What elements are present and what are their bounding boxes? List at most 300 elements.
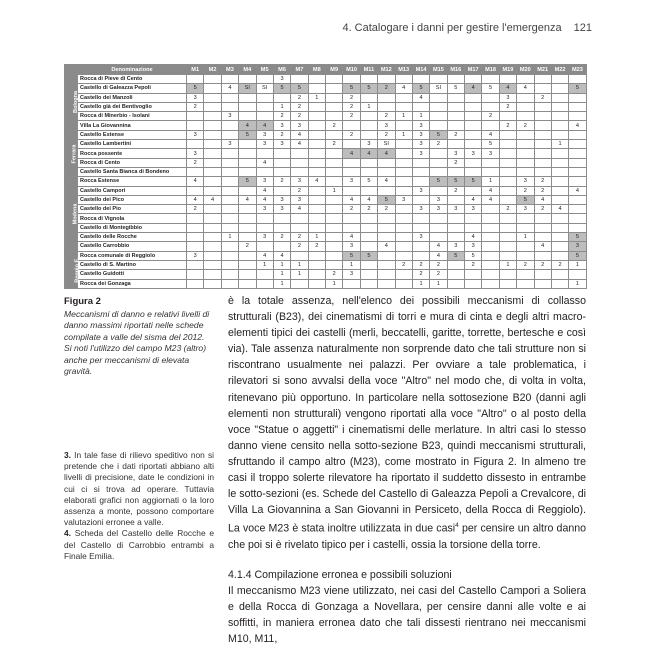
damage-level-cell — [378, 75, 395, 84]
damage-level-cell: 3 — [273, 121, 290, 130]
damage-level-cell — [343, 279, 360, 288]
damage-level-cell: 4 — [517, 84, 534, 93]
damage-level-cell: 4 — [256, 195, 273, 204]
damage-level-cell — [204, 93, 221, 102]
damage-level-cell — [360, 260, 377, 269]
damage-level-cell: 2 — [551, 260, 568, 269]
damage-level-cell: 2 — [187, 158, 204, 167]
damage-level-cell — [447, 214, 464, 223]
damage-level-cell — [499, 167, 516, 176]
damage-level-cell: 4 — [273, 251, 290, 260]
mechanism-header: M15 — [430, 65, 447, 75]
damage-level-cell: 2 — [534, 260, 551, 269]
damage-level-cell — [291, 75, 308, 84]
damage-level-cell — [273, 93, 290, 102]
mechanism-header: M10 — [343, 65, 360, 75]
damage-level-cell: 3 — [273, 205, 290, 214]
damage-level-cell: 2 — [517, 121, 534, 130]
damage-level-cell: 2 — [291, 186, 308, 195]
table-row — [65, 279, 587, 288]
table-row — [65, 102, 587, 111]
damage-level-cell — [308, 251, 325, 260]
damage-level-cell — [569, 102, 586, 111]
damage-level-cell — [378, 214, 395, 223]
damage-level-cell: 3 — [187, 93, 204, 102]
damage-level-cell — [412, 195, 429, 204]
damage-level-cell — [221, 177, 238, 186]
damage-level-cell — [534, 112, 551, 121]
mechanism-header: M1 — [187, 65, 204, 75]
damage-level-cell: 5 — [569, 233, 586, 242]
damage-level-cell — [569, 177, 586, 186]
damage-level-cell: 5 — [412, 84, 429, 93]
damage-level-cell: 4 — [343, 195, 360, 204]
damage-level-cell — [256, 75, 273, 84]
damage-level-cell — [499, 130, 516, 139]
damage-level-cell — [187, 223, 204, 232]
damage-level-cell — [187, 186, 204, 195]
damage-level-cell — [447, 93, 464, 102]
damage-level-cell — [517, 149, 534, 158]
damage-level-cell — [569, 223, 586, 232]
damage-level-cell — [360, 158, 377, 167]
damage-level-cell — [343, 121, 360, 130]
damage-level-cell: 2 — [291, 112, 308, 121]
damage-level-cell — [291, 149, 308, 158]
subsection-title: 4.1.4 Compilazione erronea e possibili soluzioni — [228, 569, 452, 582]
damage-level-cell: 3 — [343, 177, 360, 186]
table-row — [65, 121, 587, 130]
damage-level-cell — [447, 223, 464, 232]
damage-level-cell — [569, 149, 586, 158]
damage-level-cell: 2 — [534, 186, 551, 195]
damage-level-cell — [412, 214, 429, 223]
damage-level-cell — [343, 214, 360, 223]
damage-level-cell: 3 — [447, 242, 464, 251]
damage-level-cell: 2 — [412, 260, 429, 269]
damage-level-cell — [378, 251, 395, 260]
damage-level-cell: 2 — [343, 93, 360, 102]
damage-level-cell: 1 — [291, 260, 308, 269]
castle-name: Rocca di Pieve di Cento — [78, 75, 187, 84]
damage-level-cell — [204, 121, 221, 130]
damage-level-cell — [482, 223, 499, 232]
damage-level-cell — [465, 279, 482, 288]
damage-level-cell — [239, 186, 256, 195]
damage-level-cell: 4 — [378, 177, 395, 186]
damage-level-cell — [534, 130, 551, 139]
damage-table — [64, 64, 586, 289]
damage-level-cell: 4 — [499, 84, 516, 93]
chapter-title: 4. Catalogare i danni per gestire l'emergenza — [342, 22, 562, 34]
damage-level-cell — [499, 149, 516, 158]
damage-level-cell — [343, 75, 360, 84]
damage-level-cell: 3 — [447, 149, 464, 158]
damage-level-cell: 3 — [343, 242, 360, 251]
damage-level-cell — [221, 167, 238, 176]
damage-level-cell — [551, 233, 568, 242]
damage-level-cell: 2 — [499, 102, 516, 111]
table-row — [65, 112, 587, 121]
damage-level-cell: 1 — [308, 233, 325, 242]
damage-level-cell — [326, 177, 343, 186]
damage-level-cell: 5 — [239, 177, 256, 186]
damage-level-cell: 4 — [187, 195, 204, 204]
damage-level-cell: 3 — [221, 140, 238, 149]
damage-level-cell — [465, 158, 482, 167]
damage-level-cell: 2 — [517, 186, 534, 195]
damage-level-cell: 3 — [256, 177, 273, 186]
damage-level-cell — [221, 93, 238, 102]
damage-level-cell — [187, 140, 204, 149]
damage-level-cell — [395, 140, 412, 149]
damage-level-cell: 4 — [256, 158, 273, 167]
damage-level-cell — [308, 130, 325, 139]
table-row — [65, 167, 587, 176]
damage-level-cell — [187, 214, 204, 223]
damage-level-cell — [551, 167, 568, 176]
damage-level-cell — [551, 251, 568, 260]
damage-level-cell — [221, 251, 238, 260]
damage-level-cell: 3 — [499, 93, 516, 102]
damage-level-cell — [499, 158, 516, 167]
damage-level-cell — [569, 270, 586, 279]
damage-level-cell — [221, 214, 238, 223]
damage-level-cell — [551, 270, 568, 279]
damage-level-cell: 4 — [221, 84, 238, 93]
damage-level-cell — [430, 167, 447, 176]
damage-level-cell: 2 — [291, 93, 308, 102]
damage-level-cell: 5 — [517, 195, 534, 204]
damage-level-cell — [534, 214, 551, 223]
damage-level-cell — [569, 167, 586, 176]
damage-level-cell: 2 — [378, 84, 395, 93]
footnote — [64, 450, 214, 528]
damage-level-cell: 1 — [326, 279, 343, 288]
damage-level-cell — [204, 84, 221, 93]
page-number: 121 — [573, 22, 592, 34]
damage-level-cell: 4 — [551, 205, 568, 214]
damage-level-cell — [204, 260, 221, 269]
figure-title: Figura 2 — [64, 296, 101, 307]
footnote-text: Scheda del Castello delle Rocche e del Castello di Carrobbio entrambi a Finale Emilia. — [64, 528, 214, 561]
damage-level-cell: 3 — [517, 205, 534, 214]
damage-level-cell — [517, 140, 534, 149]
damage-level-cell — [412, 177, 429, 186]
damage-level-cell — [465, 223, 482, 232]
damage-level-cell — [326, 84, 343, 93]
damage-level-cell — [447, 167, 464, 176]
damage-level-cell — [291, 167, 308, 176]
damage-level-cell — [308, 121, 325, 130]
figure-caption — [64, 296, 214, 378]
damage-level-cell — [378, 158, 395, 167]
damage-level-cell — [482, 251, 499, 260]
damage-level-cell — [499, 279, 516, 288]
damage-level-cell — [395, 167, 412, 176]
damage-level-cell — [239, 102, 256, 111]
damage-level-cell — [517, 270, 534, 279]
damage-level-cell — [517, 251, 534, 260]
damage-level-cell — [273, 223, 290, 232]
damage-level-cell — [465, 102, 482, 111]
damage-level-cell: 5 — [343, 84, 360, 93]
damage-level-cell: 2 — [273, 177, 290, 186]
damage-level-cell — [221, 130, 238, 139]
damage-level-cell — [395, 270, 412, 279]
damage-level-cell — [204, 279, 221, 288]
damage-level-cell — [326, 260, 343, 269]
damage-level-cell — [465, 93, 482, 102]
damage-level-cell: 3 — [430, 195, 447, 204]
mechanism-header: M13 — [395, 65, 412, 75]
table-row — [65, 195, 587, 204]
damage-level-cell — [499, 223, 516, 232]
damage-level-cell: 1 — [256, 260, 273, 269]
damage-level-cell: 2 — [378, 130, 395, 139]
table-row — [65, 205, 587, 214]
damage-level-cell — [412, 75, 429, 84]
damage-level-cell — [204, 214, 221, 223]
damage-level-cell — [395, 93, 412, 102]
damage-level-cell — [256, 149, 273, 158]
damage-level-cell — [273, 186, 290, 195]
damage-level-cell: 2 — [430, 260, 447, 269]
damage-level-cell — [308, 167, 325, 176]
damage-level-cell — [239, 112, 256, 121]
damage-level-cell — [360, 121, 377, 130]
damage-level-cell: 1 — [395, 130, 412, 139]
damage-level-cell — [569, 140, 586, 149]
damage-level-cell: 4 — [291, 130, 308, 139]
table-row — [65, 242, 587, 251]
damage-level-cell: 1 — [517, 233, 534, 242]
damage-level-cell — [534, 270, 551, 279]
damage-level-cell — [465, 140, 482, 149]
damage-level-cell — [447, 75, 464, 84]
damage-level-cell: 4 — [256, 251, 273, 260]
damage-level-cell: 5 — [447, 251, 464, 260]
damage-level-cell — [239, 205, 256, 214]
damage-level-cell — [239, 140, 256, 149]
damage-level-cell — [239, 233, 256, 242]
damage-level-cell — [204, 149, 221, 158]
damage-level-cell — [204, 186, 221, 195]
damage-level-cell — [378, 186, 395, 195]
damage-level-cell: 1 — [343, 260, 360, 269]
damage-level-cell: 1 — [499, 260, 516, 269]
damage-level-cell — [465, 112, 482, 121]
damage-level-cell — [447, 270, 464, 279]
damage-level-cell: 2 — [187, 102, 204, 111]
damage-level-cell: 3 — [256, 233, 273, 242]
damage-level-cell: 4 — [569, 186, 586, 195]
damage-level-cell: 3 — [360, 140, 377, 149]
damage-level-cell: 2 — [343, 130, 360, 139]
damage-level-cell: 3 — [343, 270, 360, 279]
damage-level-cell — [482, 158, 499, 167]
damage-level-cell — [326, 223, 343, 232]
damage-level-cell — [308, 195, 325, 204]
mechanism-header: M7 — [291, 65, 308, 75]
damage-level-cell — [239, 214, 256, 223]
mechanism-header: M22 — [551, 65, 568, 75]
damage-level-cell — [569, 205, 586, 214]
damage-level-cell — [482, 93, 499, 102]
damage-level-cell — [412, 167, 429, 176]
damage-level-cell — [517, 279, 534, 288]
damage-level-cell — [551, 75, 568, 84]
damage-level-cell — [378, 260, 395, 269]
castle-name: Villa La Giovannina — [78, 121, 187, 130]
damage-level-cell — [308, 205, 325, 214]
damage-level-cell — [534, 84, 551, 93]
damage-level-cell — [482, 167, 499, 176]
damage-level-cell — [204, 130, 221, 139]
damage-level-cell — [499, 270, 516, 279]
damage-level-cell: 4 — [343, 149, 360, 158]
damage-level-cell: 2 — [534, 177, 551, 186]
footnotes — [64, 450, 214, 562]
damage-level-cell — [395, 233, 412, 242]
damage-level-cell: 5 — [343, 251, 360, 260]
damage-level-cell: 4 — [534, 242, 551, 251]
damage-level-cell — [378, 102, 395, 111]
damage-level-cell — [551, 112, 568, 121]
damage-level-cell: 3 — [412, 186, 429, 195]
damage-level-cell: 2 — [412, 270, 429, 279]
mechanism-header: M8 — [308, 65, 325, 75]
damage-level-cell: 5 — [447, 177, 464, 186]
damage-level-cell: 2 — [273, 130, 290, 139]
damage-level-cell — [534, 279, 551, 288]
damage-level-cell — [430, 102, 447, 111]
damage-level-cell — [412, 242, 429, 251]
damage-level-cell — [326, 102, 343, 111]
damage-level-cell — [447, 279, 464, 288]
damage-level-cell — [534, 149, 551, 158]
damage-level-cell: 3 — [412, 140, 429, 149]
damage-level-cell — [551, 84, 568, 93]
damage-level-cell — [221, 186, 238, 195]
damage-level-cell: 1 — [273, 270, 290, 279]
mechanism-header: M2 — [204, 65, 221, 75]
damage-level-cell — [517, 130, 534, 139]
damage-level-cell — [395, 223, 412, 232]
damage-level-cell: 5 — [447, 84, 464, 93]
mechanism-header: M18 — [482, 65, 499, 75]
damage-level-cell: SI — [430, 84, 447, 93]
damage-level-cell: 3 — [447, 205, 464, 214]
damage-level-cell — [308, 214, 325, 223]
footnote-reference[interactable]: 4 — [455, 522, 459, 530]
footnote-number: 3. — [64, 450, 71, 460]
damage-level-cell — [273, 214, 290, 223]
damage-level-cell — [482, 214, 499, 223]
damage-level-cell — [187, 167, 204, 176]
damage-level-cell — [482, 279, 499, 288]
damage-level-cell — [447, 260, 464, 269]
paragraph: è la totale assenza, nell'elenco dei possibili meccanismi di collasso strutturali (B23), dei cinematismi di torri e mura di cinta e degli altri macro-elementi tipici dei castelli (merli, beccatelli, garitte, torrette, bertesche e così via). Tale assenza naturalmente non sorprende dato che tali strutture non si riscontrano usualmente nei palazzi. Per ovviare a tale problematica, i rilevatori si sono avvalsi della voce "Altro" nel modo che, di volta in volta, ritenevano più opportuno. In particolare nella sottosezione B20 (danni agli elementi non strutturali) vengono riportati alla voce "Altro" o al posto della voce "Statue o aggetti" i cinematismi delle merlature. In altri casi lo stesso danno viene censito nella sotto-sezione B23, quindi meccanismi strutturali, sfruttando il campo altro (M23), come mostrato in Figura 2. In almeno tre casi il troppo solerte rilevatore ha riportato il suddetto dissesto in entrambe le sotto-sezioni (es. Schede del Castello di Galeazza Pepoli a Crevalcore, di Villa La Giovannina a San Giovanni in Persiceto, della Rocca di Reggiolo). La voce M23 è stata inoltre utilizzata in due casi$^4$ per censire un altro danno che poi si è rivelato tipico per i castelli, ossia la torsione della torre. — [228, 295, 587, 551]
damage-level-cell — [221, 195, 238, 204]
damage-level-cell — [534, 233, 551, 242]
damage-level-cell — [447, 102, 464, 111]
running-header — [342, 22, 592, 34]
damage-level-cell: 3 — [482, 149, 499, 158]
damage-level-cell: 1 — [291, 270, 308, 279]
damage-level-cell: 2 — [343, 102, 360, 111]
damage-level-cell: 4 — [360, 195, 377, 204]
damage-level-cell: 4 — [343, 233, 360, 242]
damage-level-cell: 3 — [465, 242, 482, 251]
damage-level-cell — [291, 214, 308, 223]
damage-level-cell — [256, 242, 273, 251]
damage-level-cell: 3 — [465, 149, 482, 158]
damage-level-cell — [256, 167, 273, 176]
damage-level-cell — [499, 177, 516, 186]
damage-level-cell — [465, 214, 482, 223]
region-label: Ferrara — [65, 130, 78, 176]
damage-level-cell — [360, 223, 377, 232]
damage-level-cell — [534, 75, 551, 84]
damage-level-cell: 2 — [482, 112, 499, 121]
damage-level-cell: 5 — [291, 84, 308, 93]
damage-level-cell: 2 — [343, 112, 360, 121]
damage-level-cell: 4 — [482, 130, 499, 139]
damage-level-cell: 4 — [239, 195, 256, 204]
damage-level-cell: 4 — [465, 84, 482, 93]
damage-level-cell — [395, 102, 412, 111]
damage-level-cell: 2 — [430, 140, 447, 149]
table-row — [65, 270, 587, 279]
mechanism-header: M9 — [326, 65, 343, 75]
damage-level-cell — [273, 242, 290, 251]
table-row — [65, 177, 587, 186]
damage-level-cell — [569, 93, 586, 102]
damage-level-cell: 2 — [360, 205, 377, 214]
damage-level-cell: 5 — [569, 84, 586, 93]
damage-level-cell — [412, 158, 429, 167]
damage-level-cell — [308, 84, 325, 93]
castle-name: Castello di Galeazza Pepoli — [78, 84, 187, 93]
damage-level-cell — [395, 158, 412, 167]
castle-name: Castello Lambertini — [78, 140, 187, 149]
damage-level-cell — [256, 270, 273, 279]
damage-level-cell: 3 — [256, 140, 273, 149]
damage-level-cell — [447, 233, 464, 242]
damage-level-cell — [517, 167, 534, 176]
damage-level-cell — [221, 223, 238, 232]
damage-level-cell — [343, 158, 360, 167]
table-row — [65, 214, 587, 223]
damage-level-cell: 2 — [326, 270, 343, 279]
damage-level-cell — [360, 186, 377, 195]
damage-level-cell — [551, 102, 568, 111]
damage-level-cell — [239, 167, 256, 176]
damage-level-cell: 1 — [430, 279, 447, 288]
damage-level-cell — [395, 279, 412, 288]
damage-level-cell: 2 — [499, 205, 516, 214]
damage-level-cell — [430, 121, 447, 130]
damage-level-cell — [256, 102, 273, 111]
mechanism-header: M14 — [412, 65, 429, 75]
damage-level-cell: 2 — [291, 102, 308, 111]
damage-level-cell — [187, 75, 204, 84]
damage-level-cell — [204, 270, 221, 279]
damage-level-cell — [551, 195, 568, 204]
footnote — [64, 528, 214, 562]
castle-name: Castello dei Pico — [78, 195, 187, 204]
